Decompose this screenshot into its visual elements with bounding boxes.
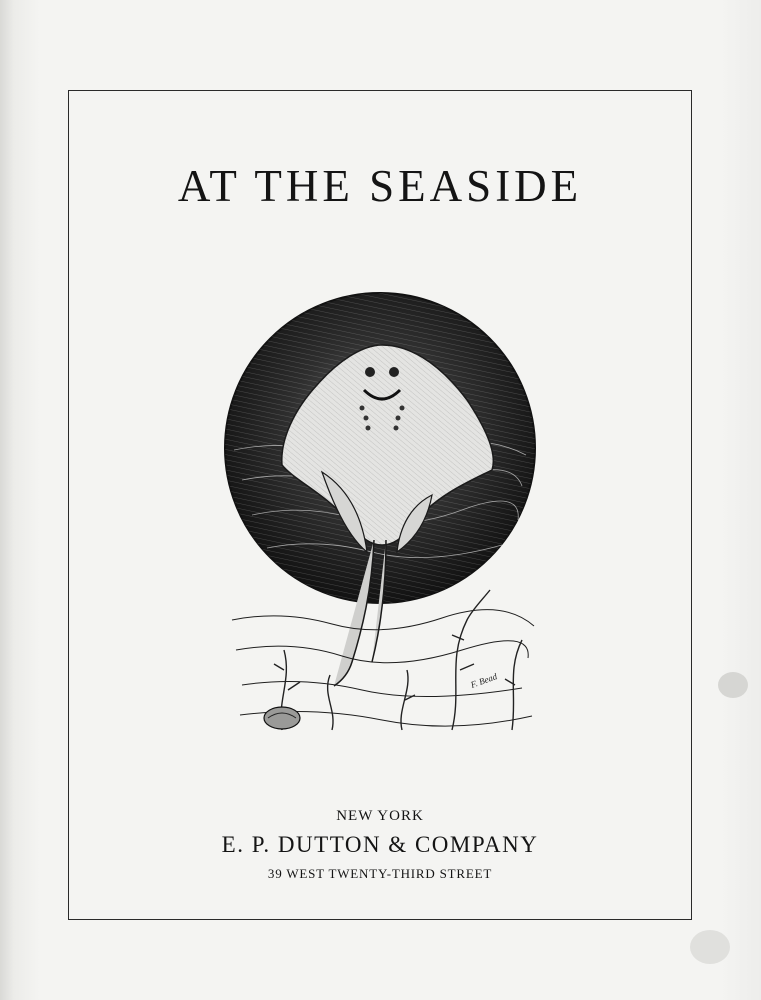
imprint-place: NEW YORK — [336, 808, 424, 824]
svg-text:F. Bead: F. Bead — [469, 671, 499, 690]
imprint-address: 39 WEST TWENTY-THIRD STREET — [267, 866, 493, 881]
book-title: AT THE SEASIDE — [177, 161, 583, 211]
imprint-publisher: E. P. DUTTON & COMPANY — [221, 832, 539, 857]
skate-illustration — [222, 290, 540, 735]
paper-stain — [690, 930, 730, 964]
paper-stain — [718, 672, 748, 698]
